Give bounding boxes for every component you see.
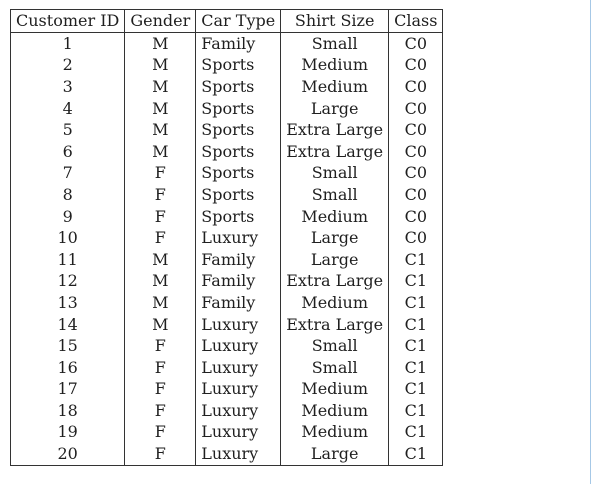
cell-car-type: Luxury — [196, 314, 281, 336]
cell-gender: M — [125, 292, 196, 314]
cell-car-type: Luxury — [196, 443, 281, 465]
cell-shirt-size: Extra Large — [281, 141, 389, 163]
cell-gender: M — [125, 98, 196, 120]
cell-gender: M — [125, 141, 196, 163]
cell-shirt-size: Large — [281, 98, 389, 120]
cell-customer-id: 3 — [11, 76, 125, 98]
cell-car-type: Sports — [196, 76, 281, 98]
cell-customer-id: 11 — [11, 249, 125, 271]
cell-car-type: Sports — [196, 119, 281, 141]
table-row — [11, 443, 443, 465]
cell-car-type: Sports — [196, 98, 281, 120]
header-row — [11, 10, 443, 33]
cell-shirt-size: Medium — [281, 55, 389, 77]
table-row — [11, 163, 443, 185]
cell-customer-id: 14 — [11, 314, 125, 336]
cell-shirt-size: Medium — [281, 400, 389, 422]
cell-shirt-size: Medium — [281, 422, 389, 444]
table-row — [11, 55, 443, 77]
table-row — [11, 119, 443, 141]
cell-class: C1 — [389, 271, 443, 293]
cell-gender: M — [125, 249, 196, 271]
cell-car-type: Family — [196, 249, 281, 271]
table-body — [11, 33, 443, 466]
cell-class: C0 — [389, 76, 443, 98]
cell-shirt-size: Small — [281, 184, 389, 206]
cell-gender: F — [125, 443, 196, 465]
cell-gender: F — [125, 357, 196, 379]
table-row — [11, 400, 443, 422]
cell-gender: M — [125, 314, 196, 336]
cell-car-type: Family — [196, 292, 281, 314]
cell-car-type: Luxury — [196, 422, 281, 444]
table-row — [11, 184, 443, 206]
cell-gender: F — [125, 335, 196, 357]
cell-customer-id: 10 — [11, 227, 125, 249]
cell-shirt-size: Small — [281, 357, 389, 379]
cell-customer-id: 18 — [11, 400, 125, 422]
cell-customer-id: 12 — [11, 271, 125, 293]
cell-car-type: Family — [196, 33, 281, 55]
cell-shirt-size: Extra Large — [281, 271, 389, 293]
table-row — [11, 357, 443, 379]
header-customer-id: Customer ID — [11, 10, 125, 33]
cell-gender: F — [125, 227, 196, 249]
cell-gender: M — [125, 33, 196, 55]
cell-gender: F — [125, 422, 196, 444]
cell-car-type: Luxury — [196, 227, 281, 249]
cell-shirt-size: Medium — [281, 379, 389, 401]
customer-table — [10, 9, 443, 466]
cell-customer-id: 1 — [11, 33, 125, 55]
cell-shirt-size: Extra Large — [281, 119, 389, 141]
cell-shirt-size: Medium — [281, 76, 389, 98]
cell-car-type: Sports — [196, 184, 281, 206]
cell-class: C0 — [389, 184, 443, 206]
header-gender: Gender — [125, 10, 196, 33]
header-class: Class — [389, 10, 443, 33]
cell-car-type: Sports — [196, 163, 281, 185]
cell-customer-id: 20 — [11, 443, 125, 465]
cell-class: C0 — [389, 55, 443, 77]
table-row — [11, 227, 443, 249]
cell-class: C0 — [389, 141, 443, 163]
header-car-type: Car Type — [196, 10, 281, 33]
table-row — [11, 76, 443, 98]
table-row — [11, 314, 443, 336]
cell-gender: M — [125, 271, 196, 293]
cell-gender: F — [125, 400, 196, 422]
cell-customer-id: 5 — [11, 119, 125, 141]
cell-gender: F — [125, 206, 196, 228]
cell-class: C1 — [389, 422, 443, 444]
cell-class: C1 — [389, 379, 443, 401]
cell-gender: F — [125, 379, 196, 401]
table-header — [11, 10, 443, 33]
cell-shirt-size: Large — [281, 443, 389, 465]
table-row — [11, 422, 443, 444]
table-row — [11, 249, 443, 271]
cell-class: C0 — [389, 119, 443, 141]
header-shirt-size: Shirt Size — [281, 10, 389, 33]
cell-shirt-size: Small — [281, 33, 389, 55]
table-row — [11, 206, 443, 228]
cell-shirt-size: Medium — [281, 206, 389, 228]
cell-customer-id: 9 — [11, 206, 125, 228]
cell-customer-id: 15 — [11, 335, 125, 357]
cell-customer-id: 16 — [11, 357, 125, 379]
table-row — [11, 271, 443, 293]
cell-class: C1 — [389, 443, 443, 465]
cell-gender: M — [125, 119, 196, 141]
cell-car-type: Family — [196, 271, 281, 293]
cell-class: C1 — [389, 292, 443, 314]
table-row — [11, 379, 443, 401]
cell-shirt-size: Extra Large — [281, 314, 389, 336]
table-row — [11, 98, 443, 120]
cell-customer-id: 19 — [11, 422, 125, 444]
cell-shirt-size: Small — [281, 163, 389, 185]
cell-car-type: Sports — [196, 206, 281, 228]
cell-customer-id: 8 — [11, 184, 125, 206]
cell-customer-id: 13 — [11, 292, 125, 314]
cell-shirt-size: Medium — [281, 292, 389, 314]
cell-class: C0 — [389, 163, 443, 185]
cell-gender: M — [125, 55, 196, 77]
cell-shirt-size: Large — [281, 249, 389, 271]
cell-car-type: Sports — [196, 55, 281, 77]
cell-gender: F — [125, 163, 196, 185]
cell-class: C0 — [389, 98, 443, 120]
cell-car-type: Sports — [196, 141, 281, 163]
page-edge-divider — [590, 0, 591, 484]
cell-car-type: Luxury — [196, 400, 281, 422]
cell-class: C1 — [389, 400, 443, 422]
cell-class: C1 — [389, 357, 443, 379]
cell-customer-id: 17 — [11, 379, 125, 401]
cell-customer-id: 2 — [11, 55, 125, 77]
cell-car-type: Luxury — [196, 379, 281, 401]
cell-shirt-size: Small — [281, 335, 389, 357]
cell-class: C1 — [389, 335, 443, 357]
cell-class: C0 — [389, 206, 443, 228]
cell-customer-id: 6 — [11, 141, 125, 163]
cell-customer-id: 4 — [11, 98, 125, 120]
cell-customer-id: 7 — [11, 163, 125, 185]
cell-shirt-size: Large — [281, 227, 389, 249]
cell-class: C0 — [389, 33, 443, 55]
table-row — [11, 33, 443, 55]
cell-gender: M — [125, 76, 196, 98]
table-row — [11, 141, 443, 163]
cell-gender: F — [125, 184, 196, 206]
cell-class: C1 — [389, 249, 443, 271]
cell-class: C1 — [389, 314, 443, 336]
cell-car-type: Luxury — [196, 335, 281, 357]
cell-car-type: Luxury — [196, 357, 281, 379]
table-row — [11, 335, 443, 357]
cell-class: C0 — [389, 227, 443, 249]
table-row — [11, 292, 443, 314]
